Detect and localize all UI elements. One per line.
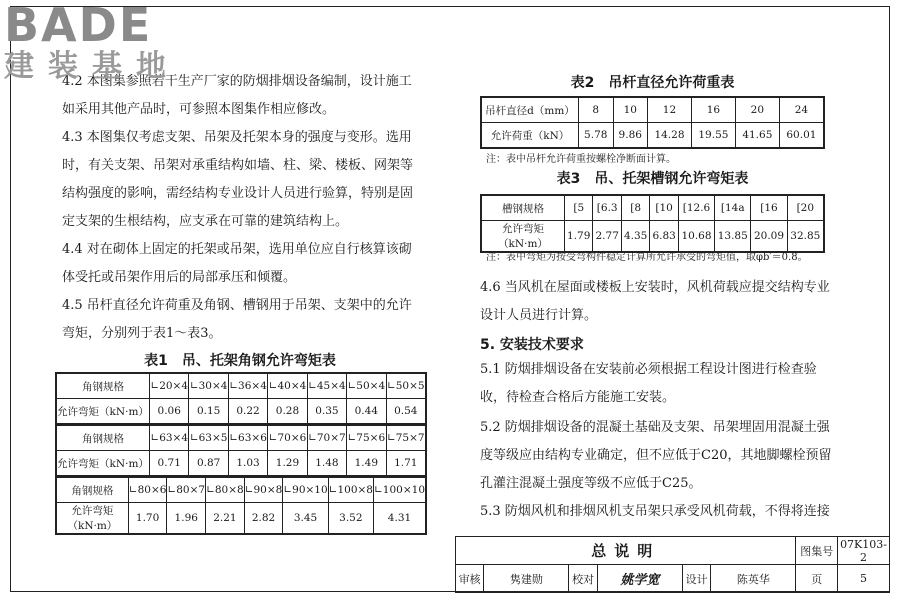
- table-cell: ∟90×8: [244, 477, 283, 503]
- table-cell: ∟80×8: [206, 477, 245, 503]
- table-cell: 4.35: [621, 221, 649, 253]
- table-cell: [6.3: [593, 195, 621, 221]
- table-cell: 允许荷重（kN）: [481, 123, 579, 149]
- table-cell: 吊杆直径d（mm）: [481, 97, 579, 123]
- table-cell: 0.28: [268, 399, 307, 425]
- table-cell: 0.44: [347, 399, 386, 425]
- reviewer-name: 隽建勋: [484, 565, 569, 593]
- table-cell: 41.65: [735, 123, 779, 149]
- table-cell: [20: [787, 195, 824, 221]
- table-cell: [12.6: [678, 195, 714, 221]
- table3: [480, 194, 825, 253]
- table-cell: ∟63×5: [189, 425, 228, 451]
- table-cell: 0.06: [150, 399, 189, 425]
- table-cell: 4.31: [374, 503, 427, 535]
- table-cell: 1.03: [228, 451, 267, 477]
- table-cell: ∟70×7: [307, 425, 346, 451]
- table-cell: ∟63×6: [228, 425, 267, 451]
- table-cell: [8: [621, 195, 649, 221]
- watermark-subtitle: 建装基地: [4, 49, 180, 84]
- table-cell: 角钢规格: [56, 425, 150, 451]
- table-cell: [5: [565, 195, 593, 221]
- table-cell: 1.70: [128, 503, 167, 535]
- table-cell: 1.48: [307, 451, 346, 477]
- table-cell: ∟50×4: [347, 373, 386, 399]
- paragraph-4-6: 4.6 当风机在屋面或楼板上安装时，风机荷载应提交结构专业设计人员进行计算。: [480, 280, 830, 323]
- paragraph-5-3: 5.3 防烟风机和排烟风机支吊架只承受风机荷载，不得将连接: [480, 504, 830, 519]
- table-cell: 2.82: [244, 503, 283, 535]
- table-cell: 角钢规格: [56, 373, 150, 399]
- table-cell: ∟45×4: [307, 373, 346, 399]
- table-cell: 12: [648, 97, 692, 123]
- table-cell: 3.45: [283, 503, 328, 535]
- table3-caption: 表3 吊、托架槽钢允许弯矩表: [556, 171, 749, 187]
- table-cell: 6.83: [650, 221, 678, 253]
- table-row: [56, 477, 426, 503]
- table-row: [56, 503, 426, 535]
- table-cell: 允许弯矩（kN·m）: [56, 503, 128, 535]
- title-block-row-2: [456, 565, 890, 593]
- table-cell: 20: [735, 97, 779, 123]
- page-number: 5: [838, 565, 890, 593]
- table-cell: 9.86: [613, 123, 648, 149]
- table-row: [481, 97, 824, 123]
- table-cell: ∟100×10: [374, 477, 427, 503]
- table-row: [56, 425, 426, 451]
- table-row: [56, 451, 426, 477]
- title-block: [455, 536, 890, 593]
- table-cell: ∟40×4: [268, 373, 307, 399]
- table-cell: 2.21: [206, 503, 245, 535]
- paragraph-4-3: 4.3 本图集仅考虑支架、吊架及托架本身的强度与变形。选用时，有关支架、吊架对承重结构如墙、柱、梁、楼板、网架等结构强度的影响，需经结构专业设计人员进行验算，特别是固定支架的生根结构，应支承在可靠的建筑结构上。: [62, 130, 414, 229]
- table-cell: 0.35: [307, 399, 346, 425]
- table-cell: 1.49: [347, 451, 386, 477]
- drawing-title: 总说明: [456, 537, 796, 565]
- table-cell: ∟90×10: [283, 477, 328, 503]
- table-row: [56, 399, 426, 425]
- table-cell: 1.96: [167, 503, 206, 535]
- table-cell: 8: [579, 97, 614, 123]
- design-label: 设计: [683, 565, 711, 593]
- table-row: [481, 195, 824, 221]
- table-cell: 允许弯矩（kN·m）: [481, 221, 565, 253]
- table-cell: 10.68: [678, 221, 714, 253]
- table-cell: 允许弯矩（kN·m）: [56, 451, 150, 477]
- table2: [480, 96, 825, 149]
- page-label: 页: [796, 565, 838, 593]
- table-row: [481, 123, 824, 149]
- table-cell: 0.71: [150, 451, 189, 477]
- table-cell: 19.55: [691, 123, 735, 149]
- table-cell: 1.29: [268, 451, 307, 477]
- check-label: 校对: [569, 565, 597, 593]
- table-cell: ∟36×4: [228, 373, 267, 399]
- table-cell: [10: [650, 195, 678, 221]
- table-cell: 0.22: [228, 399, 267, 425]
- paragraph-5-2: 5.2 防烟排烟设备的混凝土基础及支架、吊架埋固用混凝土强度等级应由结构专业确定，但不应低于C20，其地脚螺栓预留孔灌注混凝土强度等级不应低于C25。: [480, 420, 832, 491]
- table2-caption: 表2 吊杆直径允许荷重表: [570, 75, 735, 91]
- table-cell: ∟20×4: [150, 373, 189, 399]
- table-cell: 16: [691, 97, 735, 123]
- title-block-row-1: [456, 537, 890, 565]
- table-cell: ∟75×6: [347, 425, 386, 451]
- table-cell: 14.28: [648, 123, 692, 149]
- table-cell: 0.54: [386, 399, 426, 425]
- paragraph-4-5: 4.5 吊杆直径允许荷重及角钢、槽钢用于吊架、支架中的允许弯矩，分别列于表1～表3。: [62, 298, 412, 341]
- table-cell: 60.01: [779, 123, 824, 149]
- atlas-number: 07K103-2: [838, 537, 890, 565]
- table-cell: 13.85: [715, 221, 751, 253]
- checker-signature: 姚学宽: [597, 565, 682, 593]
- table-cell: [16: [751, 195, 787, 221]
- table1-block-3: [55, 476, 427, 535]
- atlas-number-label: 图集号: [796, 537, 838, 565]
- table-cell: ∟70×6: [268, 425, 307, 451]
- review-label: 审核: [456, 565, 484, 593]
- table-cell: ∟100×8: [328, 477, 373, 503]
- table-cell: ∟80×6: [128, 477, 167, 503]
- table-cell: 角钢规格: [56, 477, 128, 503]
- table2-note: 注：表中吊杆允许荷重按螺栓净断面计算。: [486, 154, 676, 165]
- watermark-logo: [4, 2, 184, 88]
- table-cell: 24: [779, 97, 824, 123]
- table-row: [56, 373, 426, 399]
- table-cell: 10: [613, 97, 648, 123]
- table3-note: 注：表中弯矩为按受弯构件稳定计算所允许承受的弯矩值，取φb′＝0.8。: [486, 252, 808, 263]
- table-cell: 0.15: [189, 399, 228, 425]
- table-cell: 允许弯矩（kN·m）: [56, 399, 150, 425]
- table-cell: ∟30×4: [189, 373, 228, 399]
- paragraph-4-4: 4.4 对在砌体上固定的托架或吊架，选用单位应自行核算该砌体受托或吊架作用后的局部承压和倾覆。: [62, 242, 412, 285]
- table1-block-1: [55, 372, 427, 425]
- watermark-logo-text: BADE: [4, 0, 153, 52]
- table-cell: 0.87: [189, 451, 228, 477]
- table-cell: 5.78: [579, 123, 614, 149]
- table-cell: ∟63×4: [150, 425, 189, 451]
- table-cell: ∟50×5: [386, 373, 426, 399]
- designer-name: 陈英华: [711, 565, 796, 593]
- table-cell: 1.79: [565, 221, 593, 253]
- table-cell: 32.85: [787, 221, 824, 253]
- table1-block-2: [55, 424, 427, 477]
- section-5-heading: 5. 安装技术要求: [480, 337, 584, 353]
- paragraph-4-2: 4.2 本图集参照若干生产厂家的防烟排烟设备编制，设计施工如采用其他产品时，可参照本图集作相应修改。: [62, 74, 412, 117]
- table-cell: ∟75×7: [386, 425, 426, 451]
- table-cell: [14a: [715, 195, 751, 221]
- table-cell: 2.77: [593, 221, 621, 253]
- table-cell: 20.09: [751, 221, 787, 253]
- paragraph-5-1: 5.1 防烟排烟设备在安装前必须根据工程设计图进行检查验收，待检查合格后方能施工安装。: [480, 362, 817, 405]
- table-cell: 1.71: [386, 451, 426, 477]
- table1-caption: 表1 吊、托架角钢允许弯矩表: [144, 353, 336, 369]
- table-cell: ∟80×7: [167, 477, 206, 503]
- table-cell: 槽钢规格: [481, 195, 565, 221]
- table-cell: 3.52: [328, 503, 373, 535]
